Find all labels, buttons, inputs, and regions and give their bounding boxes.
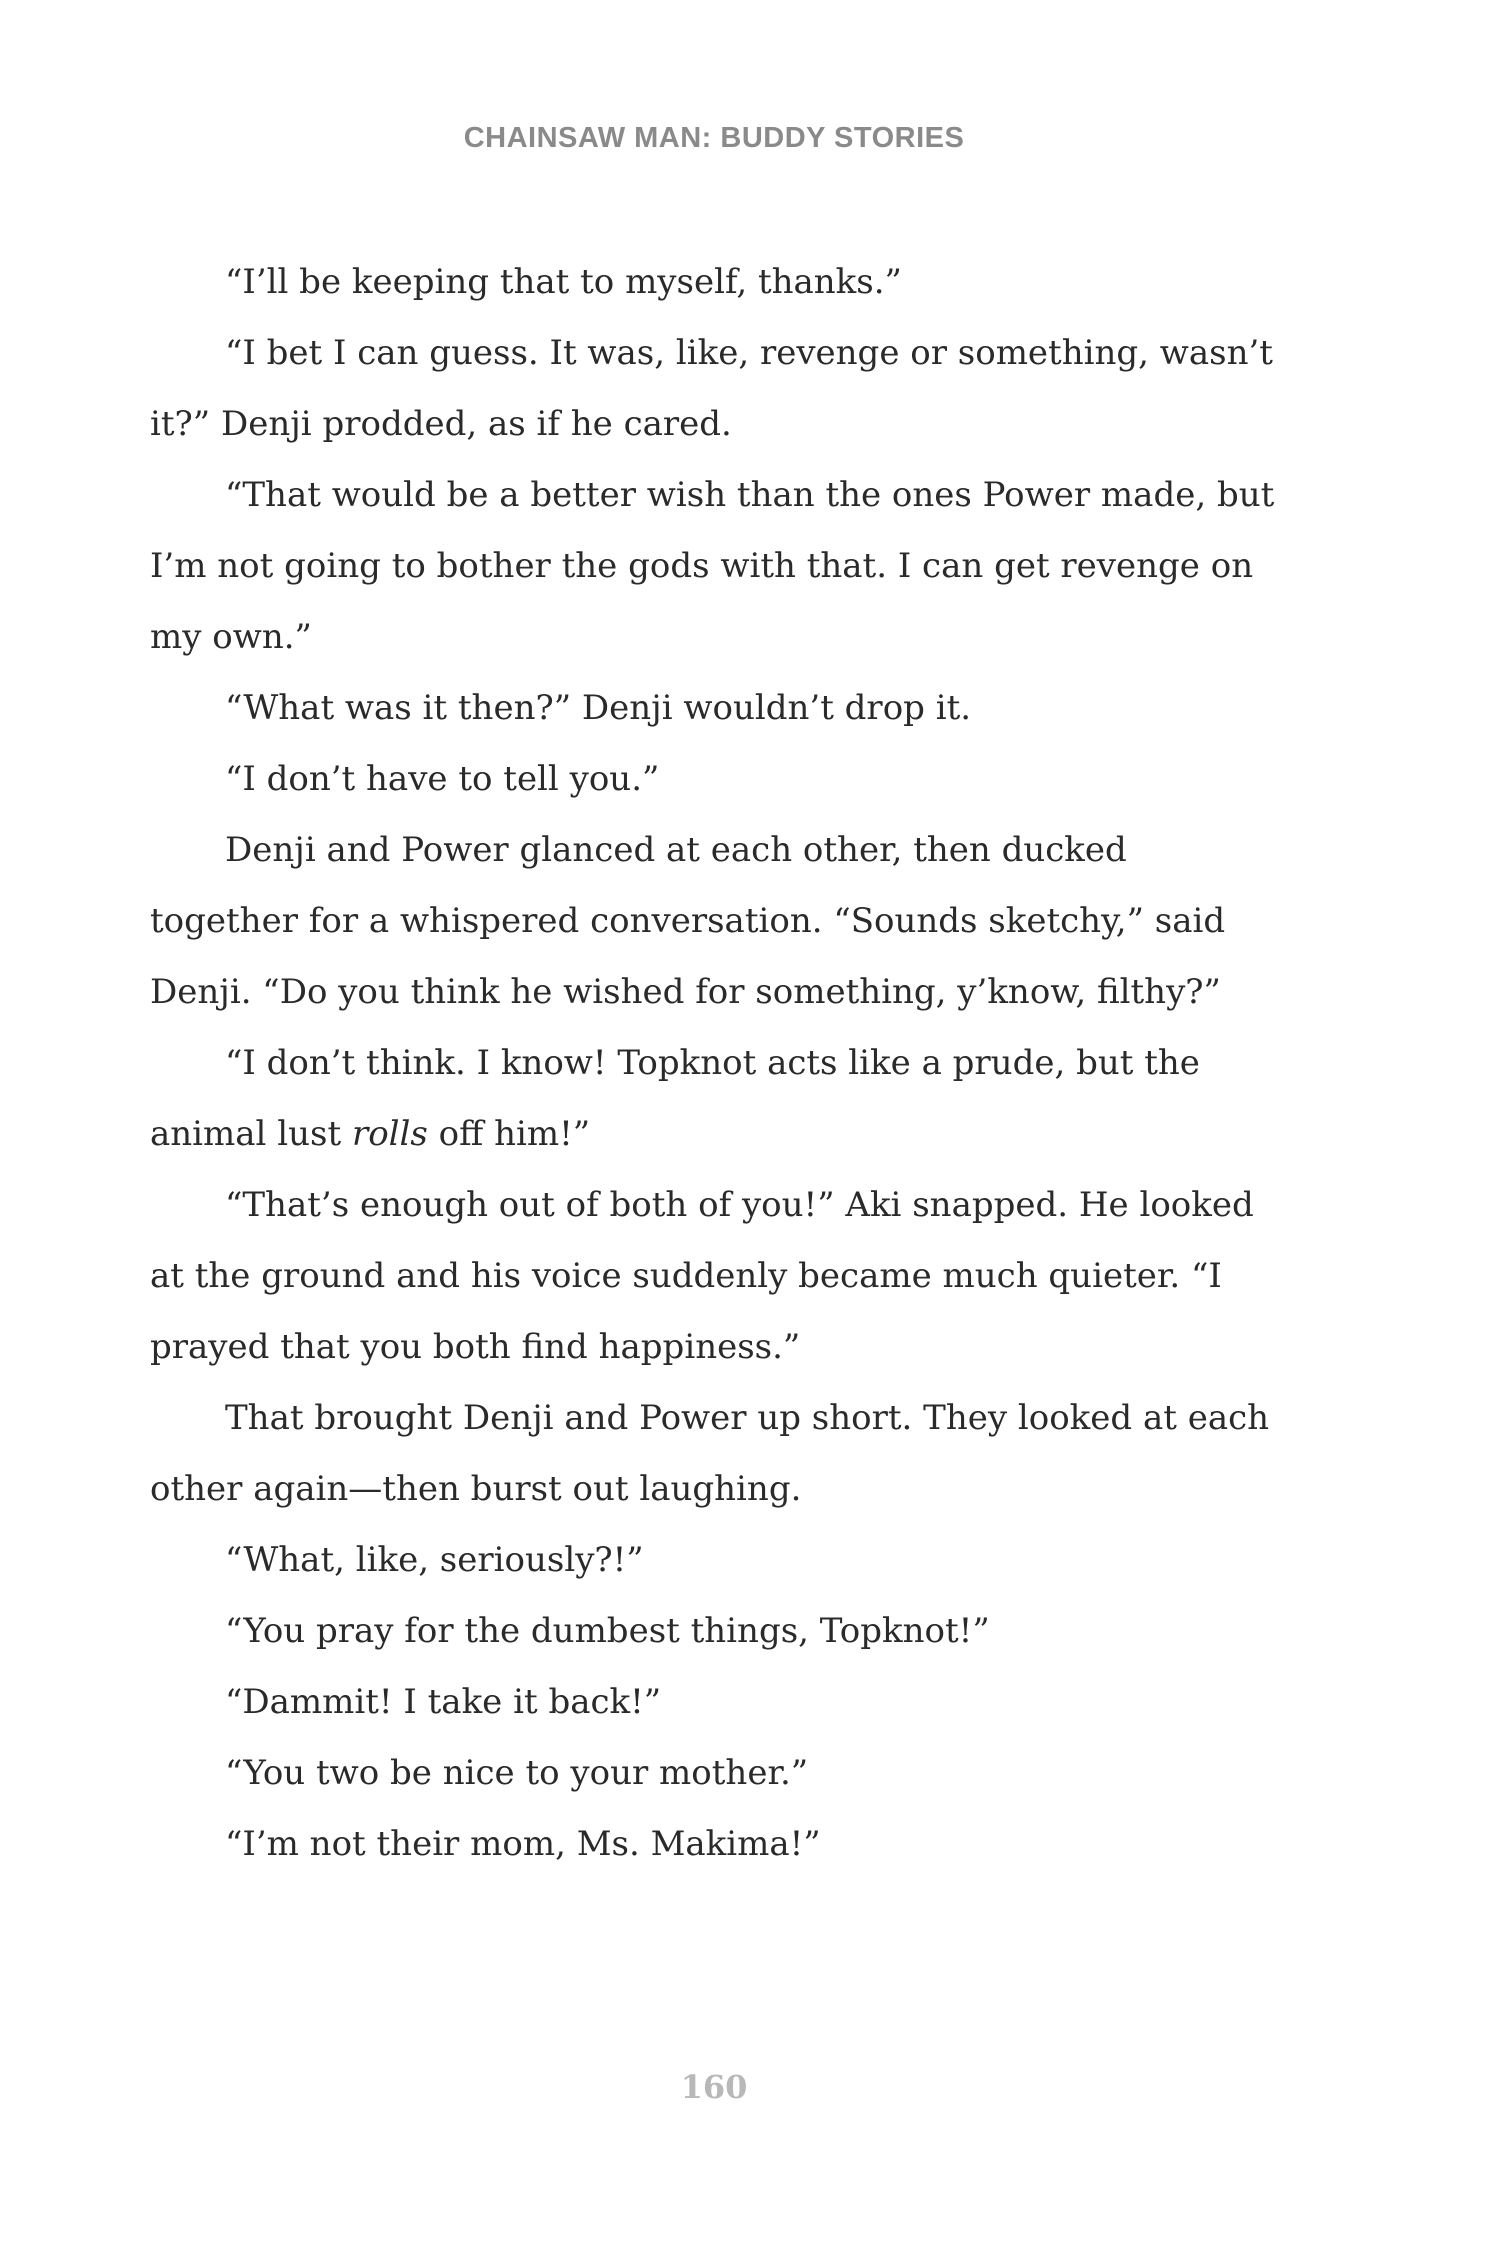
paragraph: “I’m not their mom, Ms. Makima!” bbox=[225, 1824, 821, 1864]
paragraph bbox=[150, 1028, 1280, 1170]
italic-emphasis: rolls bbox=[351, 1114, 428, 1154]
paragraph: That brought Denji and Power up short. They looked at each other again—then burst out laughing. bbox=[150, 1398, 1270, 1509]
body-text bbox=[150, 247, 1280, 1880]
page-number: 160 bbox=[680, 2068, 748, 2106]
running-head: CHAINSAW MAN: BUDDY STORIES bbox=[463, 122, 965, 154]
paragraph-text: “I don’t think. I know! Topknot acts like a prude, but the animal lust bbox=[150, 1043, 1200, 1154]
paragraph: “I bet I can guess. It was, like, revenge or something, wasn’t it?” Denji prodded, as if he cared. bbox=[150, 333, 1273, 444]
paragraph: Denji and Power glanced at each other, then ducked together for a whispered conversation. “Sounds sketchy,” said Denji. “Do you think he wished for something, y’know, filthy?” bbox=[150, 830, 1226, 1012]
paragraph: “That would be a better wish than the ones Power made, but I’m not going to bother the gods with that. I can get revenge on my own.” bbox=[150, 475, 1275, 657]
paragraph: “I’ll be keeping that to myself, thanks.” bbox=[225, 262, 902, 302]
paragraph-text: off him!” bbox=[427, 1114, 591, 1154]
paragraph: “Dammit! I take it back!” bbox=[225, 1682, 662, 1722]
paragraph: “I don’t have to tell you.” bbox=[225, 759, 660, 799]
paragraph: “You two be nice to your mother.” bbox=[225, 1753, 809, 1793]
paragraph: “What was it then?” Denji wouldn’t drop it. bbox=[225, 688, 972, 728]
paragraph: “You pray for the dumbest things, Topknot!” bbox=[225, 1611, 990, 1651]
paragraph: “What, like, seriously?!” bbox=[225, 1540, 644, 1580]
paragraph: “That’s enough out of both of you!” Aki snapped. He looked at the ground and his voice suddenly became much quieter. “I prayed that you both find happiness.” bbox=[150, 1185, 1254, 1367]
